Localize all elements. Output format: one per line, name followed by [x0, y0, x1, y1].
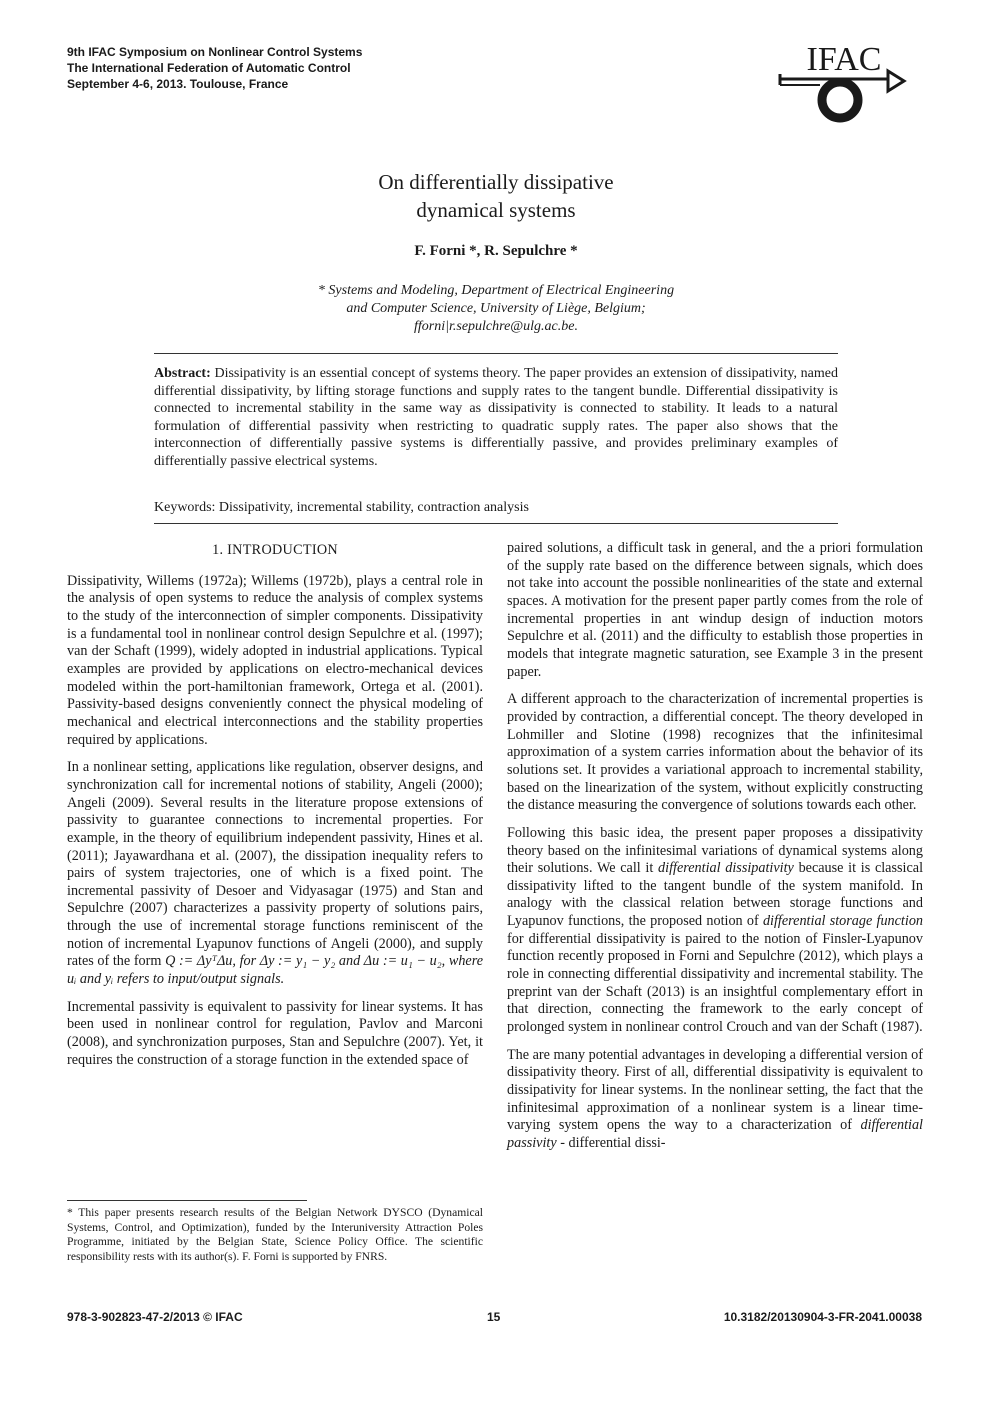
affiliation-line-3: fforni|r.sepulchre@ulg.ac.be. — [414, 319, 578, 334]
affiliation-line-2: and Computer Science, University of Liège, Belgium; — [346, 301, 646, 316]
paragraph — [507, 825, 923, 1037]
conference-header — [67, 44, 362, 92]
title-line-2: dynamical systems — [416, 198, 576, 222]
paragraph: Incremental passivity is equivalent to passivity for linear systems. It has been used in nonlinear control for regulation, Pavlov and Marconi (2008), and synchronization purposes, Stan and Sepulchre (2007). Yet, it requires the construction of a storage function in the extended space of — [67, 998, 483, 1068]
footer-isbn: 978-3-902823-47-2/2013 © IFAC — [67, 1310, 243, 1324]
ifac-logo-icon — [776, 38, 908, 128]
header-line-3: September 4-6, 2013. Toulouse, France — [67, 77, 289, 91]
title-line-1: On differentially dissipative — [378, 170, 614, 194]
header-line-1: 9th IFAC Symposium on Nonlinear Control Systems — [67, 45, 363, 59]
emphasis: differential passivity — [507, 1117, 923, 1151]
keywords: Keywords: Dissipativity, incremental stability, contraction analysis — [154, 500, 529, 515]
paragraph: Dissipativity, Willems (1972a); Willems (1972b), plays a central role in the analysis of open systems to reduce the analysis of complex systems to the study of the interconnection of simpler components. Dissipativity is a fundamental tool in nonlinear control design Sepulchre et al. (1997); van der Schaft (1999), widely adopted in industrial applications. Typical examples are provided by applications on electro-mechanical devices modeled within the port-hamiltonian framework, Ortega et al. (2001). Passivity-based designs conveniently connect the physical modeling of mechanical and electrical interconnections and the stability properties required by applications. — [67, 572, 483, 748]
footnote-rule — [67, 1200, 307, 1201]
abstract-top-rule — [154, 353, 838, 354]
abstract-text: Dissipativity is an essential concept of systems theory. The paper provides an extension of dissipativity, named differential dissipativity, by lifting storage functions and supply rates to the tangent bundle. Differential dissipativity is connected to incremental stability in the same way as dissipativity is connected to stability. It leads to a natural formulation of differential passivity when restricting to quadratic supply rates. The paper also shows that the interconnection of differentially passive systems is differentially passive, and provides preliminary examples of differentially passive electrical systems. — [154, 366, 838, 469]
emphasis: differential storage function — [762, 913, 924, 930]
paragraph-text: because it is classical dissipativity lifted to the tangent bundle of the system manifold. In analogy with the classical relation between storage functions and Lyapunov functions, the proposed notion of — [507, 860, 924, 930]
header-line-2: The International Federation of Automatic Control — [67, 61, 351, 75]
abstract-label: Abstract: — [154, 366, 211, 381]
logo-text: IFAC — [806, 41, 882, 78]
paragraph-math: Q := ΔyᵀΔu, for Δy := y₁ − y₂ and Δu := u₁ − u₂, where uᵢ and yᵢ refers to input/output signals. — [67, 953, 484, 988]
paper-title — [200, 168, 792, 224]
paragraph: A different approach to the characterization of incremental properties is provided by contraction, a differential concept. The theory developed in Lohmiller and Slotine (1998) recognizes that the infinitesimal approximation of a system carries information about the behavior of its solutions set. It provides a variational approach to incremental stability, based on the linearization of the system, without explicitly constructing the distance measuring the convergence of solutions towards each other. — [507, 691, 923, 814]
paragraph: paired solutions, a difficult task in general, and the a priori formulation of the supply rate based on the difference between signals, which does not take into account the possible nonlinearities of the state and external spaces. A motivation for the present paper partly comes from the role of incremental properties in ant windup design of induction motors Sepulchre et al. (2011) and the difficulty to establish those properties in models that integrate magnetic saturation, see Example 3 in the present paper. — [507, 540, 923, 680]
page-number: 15 — [487, 1310, 501, 1324]
footer-doi: 10.3182/20130904-3-FR-2041.00038 — [723, 1310, 922, 1324]
emphasis: differential dissipativity — [658, 860, 794, 877]
paragraph — [507, 1047, 923, 1153]
section-heading-introduction: 1. INTRODUCTION — [212, 542, 338, 558]
affiliation-line-1: * Systems and Modeling, Department of Electrical Engineering — [317, 283, 675, 298]
abstract-bottom-rule — [154, 523, 838, 524]
abstract — [154, 365, 838, 471]
right-column — [507, 540, 923, 1163]
footnote: * This paper presents research results of the Belgian Network DYSCO (Dynamical Systems, Control, and Optimization), funded by the Interuniversity Attraction Poles Programme, initiated by the Belgian State, Science Policy Office. The scientific responsibility rests with its author(s). F. Forni is supported by FNRS. — [67, 1206, 483, 1263]
paragraph-text: for differential dissipativity is paired to the notion of Finsler-Lyapunov function recently proposed in Forni and Sepulchre (2012), which plays a role in connecting differential dissipativity and incremental stability. The preprint van der Schaft (2013) is an insightful complementary effort in that direction, connecting the framework to the early concept of prolonged system in nonlinear control Crouch and van der Schaft (1987). — [507, 930, 923, 1036]
paragraph — [67, 759, 483, 989]
left-column — [67, 540, 483, 1079]
paragraph-text: Following this basic idea, the present paper proposes a dissipativity theory based on the infinitesimal variations of dynamical systems along their solutions. We call it — [507, 824, 923, 877]
paragraph-text: In a nonlinear setting, applications like regulation, observer designs, and synchronization call for incremental notions of stability, Angeli (2000); Angeli (2009). Several results in the literature propose extensions of passivity to guarantee connections to incremental properties. For example, in the theory of equilibrium independent passivity, Hines et al. (2011); Jayawardhana et al. (2007), the dissipation inequality refers to pairs of system trajectories, one of which is a fixed point. The incremental passivity of Desoer and Vidyasagar (1975) and Stan and Sepulchre (2007) characterizes a passivity property of solutions pairs, through the use of incremental storage functions reminiscent of the notion of incremental Lyapunov functions of Angeli (2000), and supply rates of the form — [67, 759, 483, 970]
paragraph-text: - differential dissi- — [560, 1135, 666, 1151]
authors: F. Forni *, R. Sepulchre * — [414, 243, 578, 259]
affiliation — [200, 282, 792, 336]
paragraph-text: The are many potential advantages in developing a differential version of dissipativity theory. First of all, differential dissipativity is equivalent to dissipativity for linear systems. In the nonlinear setting, the fact that the infinitesimal approximation of a nonlinear system is a linear time-varying system opens the way to a characterization of — [507, 1046, 923, 1134]
